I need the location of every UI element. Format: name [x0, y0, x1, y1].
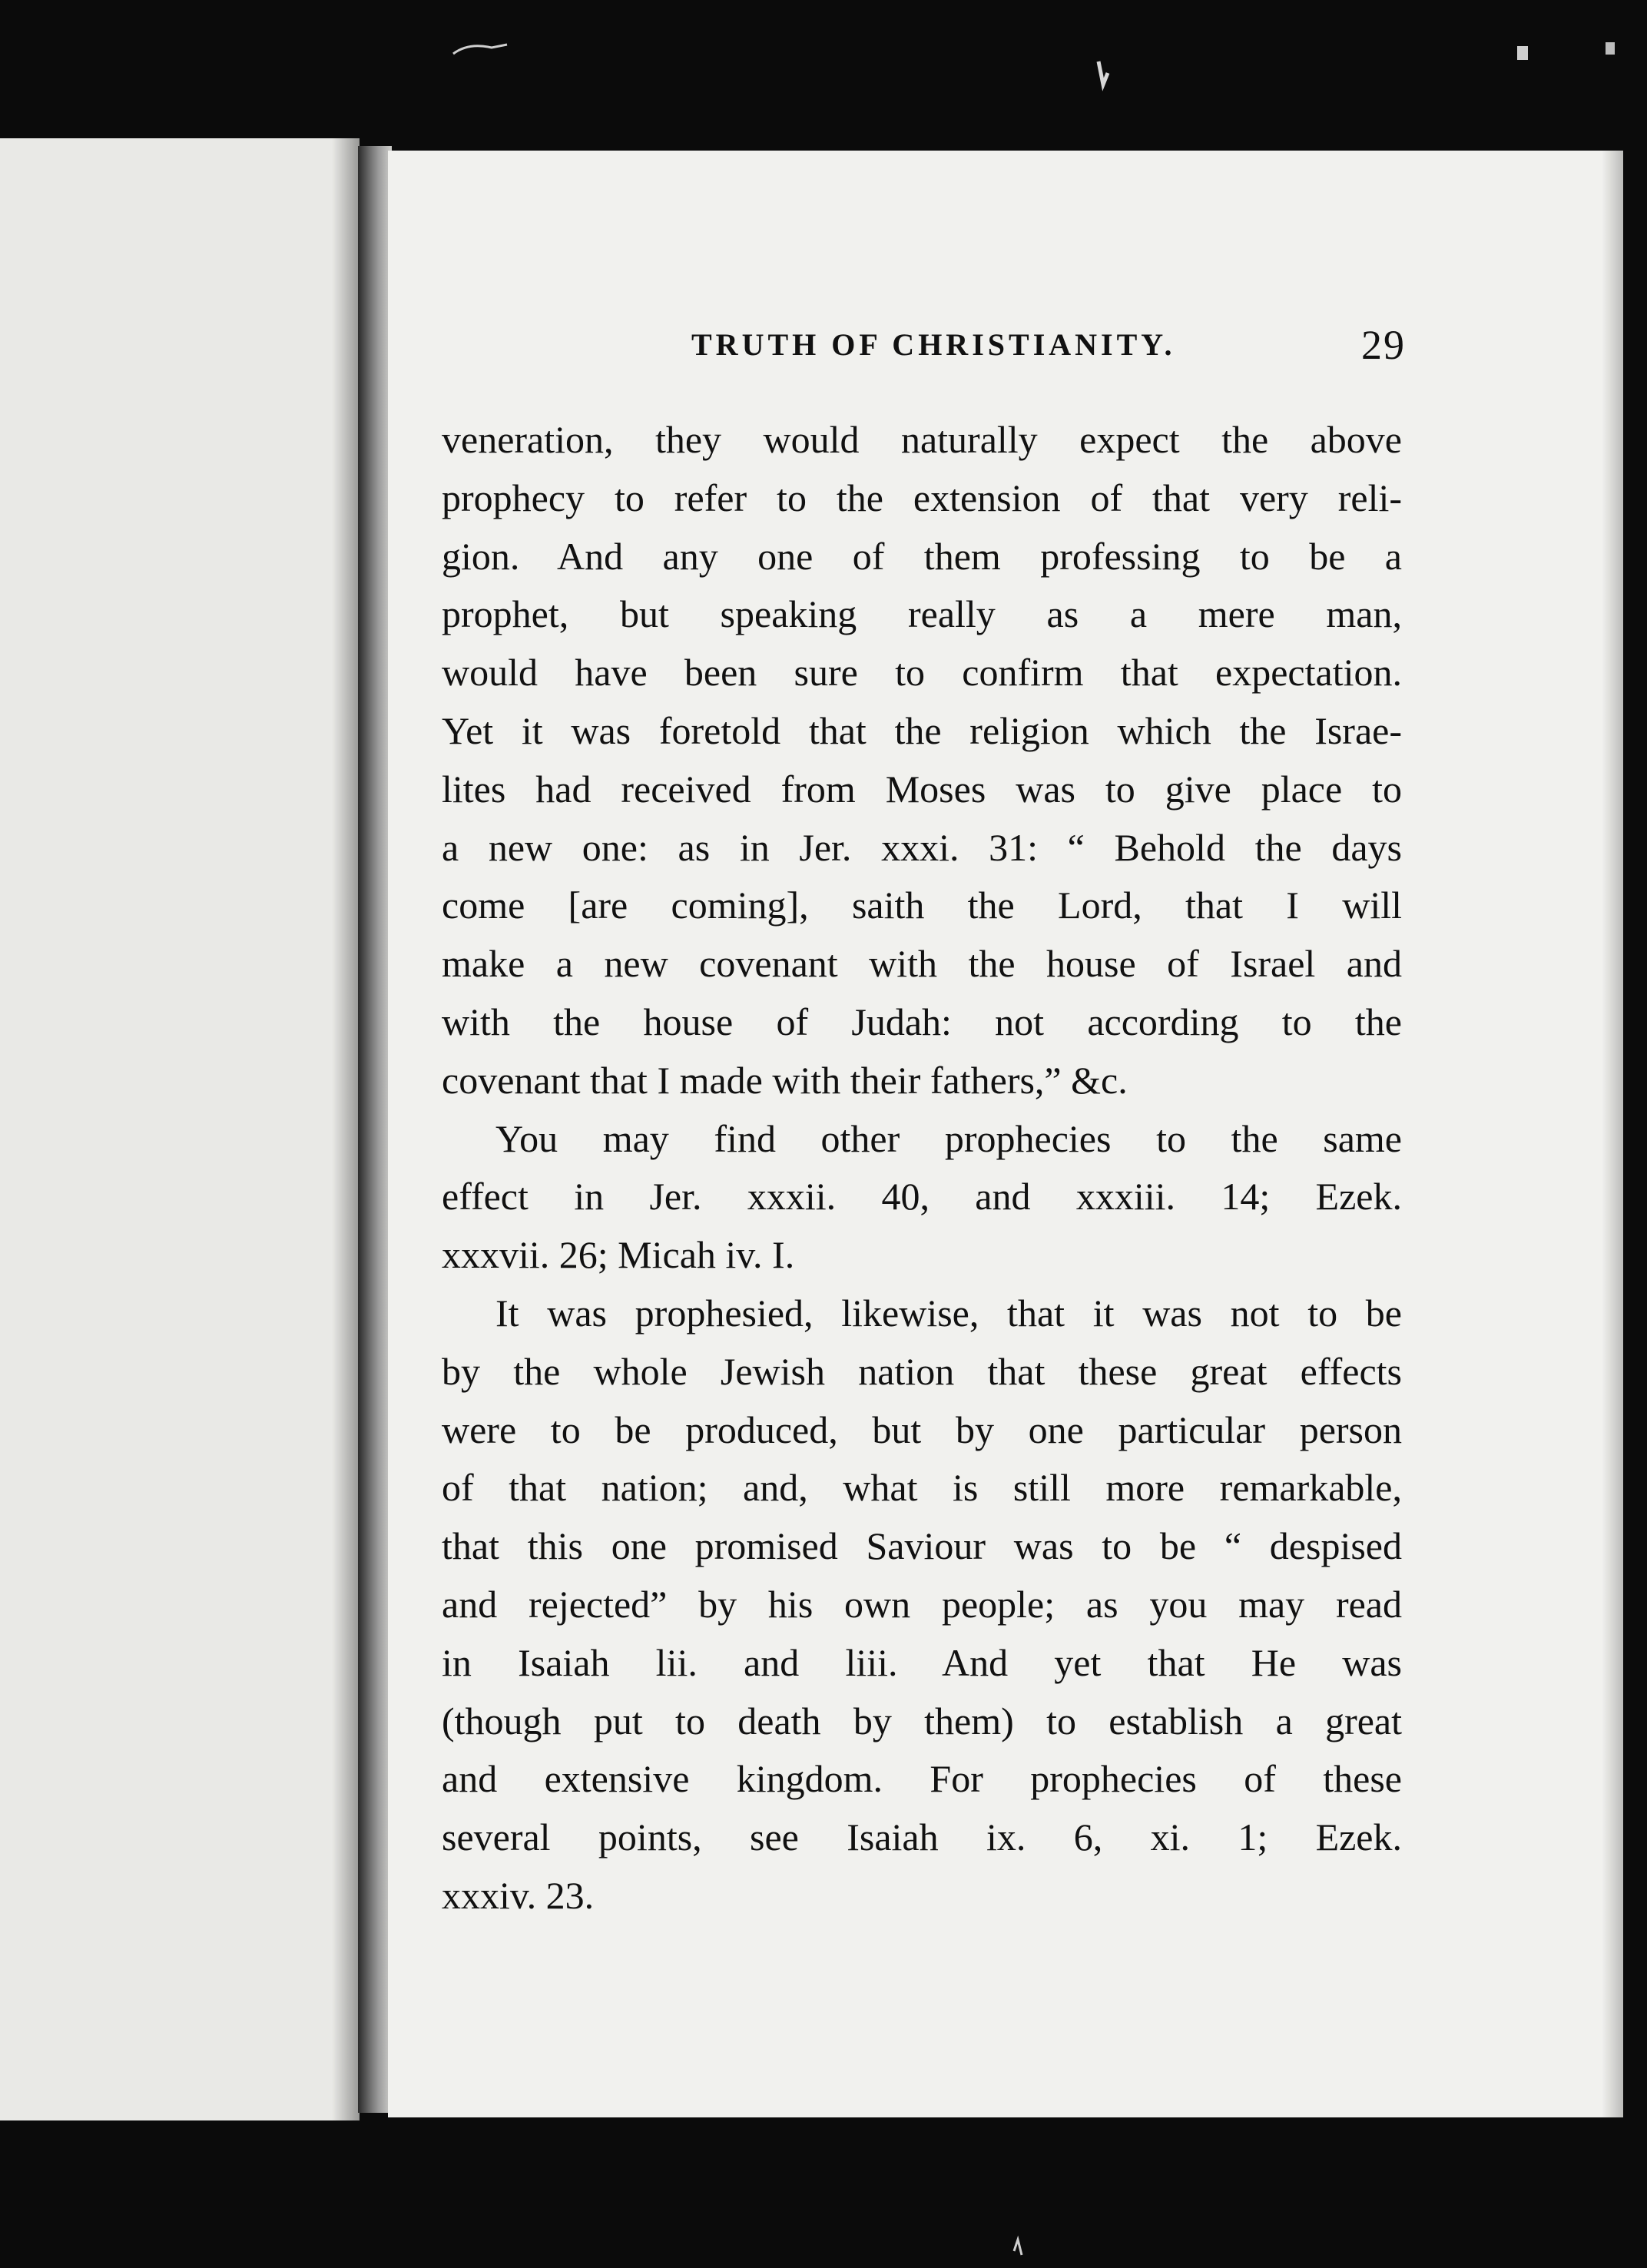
body-line: veneration, they would naturally expect the above — [442, 418, 1402, 461]
running-head: TRUTH OF CHRISTIANITY. — [691, 327, 1176, 362]
body-line: (though put to death by them) to establish a great — [442, 1699, 1402, 1742]
body-line: and rejected” by his own people; as you may read — [442, 1582, 1402, 1626]
body-line: several points, see Isaiah ix. 6, xi. 1; Ezek. — [442, 1815, 1402, 1859]
body-line: and extensive kingdom. For prophecies of these — [442, 1757, 1402, 1801]
body-line: prophecy to refer to the extension of that very reli- — [442, 476, 1402, 519]
body-line: make a new covenant with the house of Israel and — [442, 942, 1402, 986]
body-line: were to be produced, but by one particular person — [442, 1408, 1402, 1451]
body-line: a new one: as in Jer. xxxi. 31: “ Behold the days — [442, 825, 1402, 869]
body-line: prophet, but speaking really as a mere man, — [442, 592, 1402, 636]
body-line: lites had received from Moses was to give place to — [442, 767, 1402, 811]
body-line: It was prophesied, likewise, that it was not to be — [495, 1291, 1402, 1335]
body-line: that this one promised Saviour was to be “ despised — [442, 1524, 1402, 1568]
left-page-fold-shadow — [332, 138, 360, 2120]
body-line: effect in Jer. xxxii. 40, and xxxiii. 14; Ezek. — [442, 1175, 1402, 1219]
body-line: with the house of Judah: not according to the — [442, 1000, 1402, 1043]
body-line: xxxiv. 23. — [442, 1873, 595, 1917]
body-line: xxxvii. 26; Micah iv. I. — [442, 1233, 795, 1277]
page-number: 29 — [1361, 322, 1406, 368]
body-line: in Isaiah lii. and liii. And yet that He was — [442, 1640, 1402, 1684]
body-line: Yet it was foretold that the religion which the Israe- — [442, 708, 1402, 752]
book-gutter — [358, 146, 392, 2113]
body-line: gion. And any one of them professing to be a — [442, 534, 1402, 578]
body-line: would have been sure to confirm that expectation. — [442, 651, 1402, 695]
left-page — [0, 138, 360, 2120]
body-line: You may find other prophecies to the same — [495, 1116, 1402, 1160]
body-line: by the whole Jewish nation that these great effects — [442, 1349, 1402, 1393]
right-page-edge-shadow — [1602, 151, 1623, 2117]
body-text — [442, 411, 1402, 1925]
body-line: come [are coming], saith the Lord, that I will — [442, 884, 1402, 927]
body-line: covenant that I made with their fathers,” &c. — [442, 1058, 1128, 1102]
body-line: of that nation; and, what is still more remarkable, — [442, 1466, 1402, 1510]
